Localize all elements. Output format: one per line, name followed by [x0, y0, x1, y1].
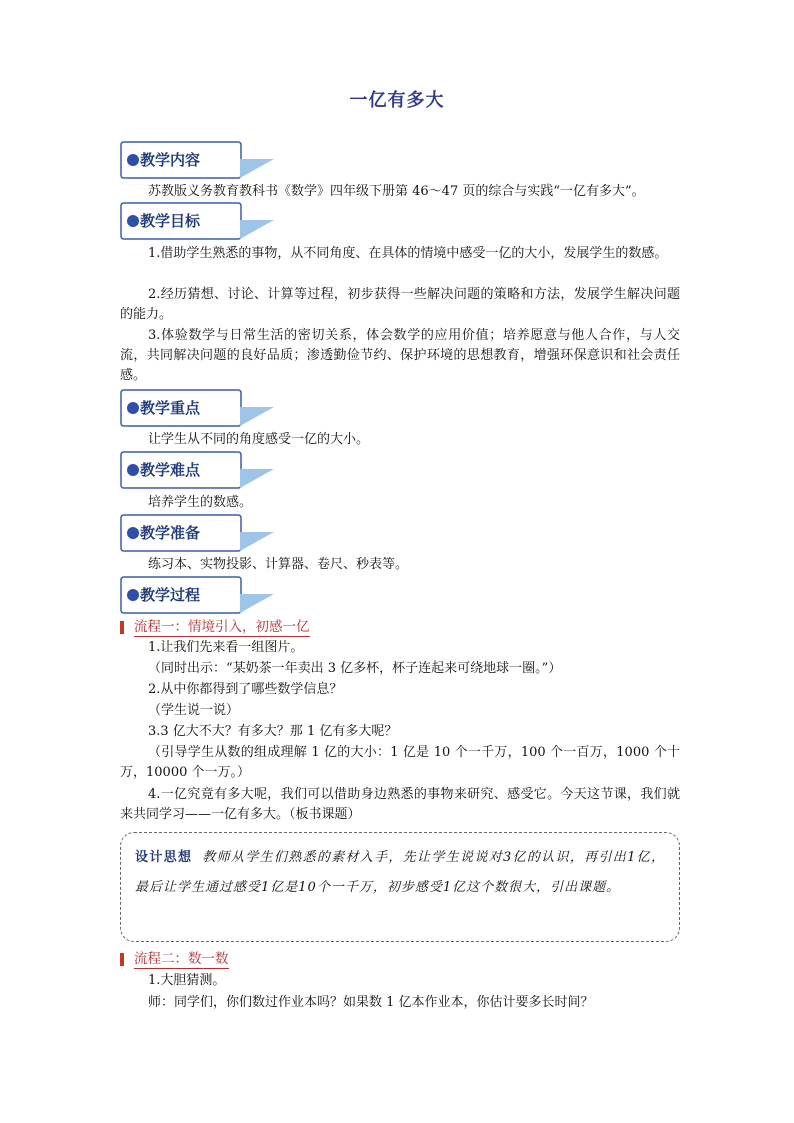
bullet-dot-icon	[127, 154, 139, 166]
design-thought-tag: 设计思想	[135, 850, 193, 865]
flow1-line-4: （学生说一说）	[148, 703, 240, 718]
bullet-dot-icon	[127, 402, 139, 414]
goal-item-3: 3.体验数学与日常生活的密切关系，体会数学的应用价值；培养愿意与他人合作，与人交流，共同解决问题的良好品质；渗透勤俭节约、保护环境的思想教育，增强环保意识和社会责任感。	[120, 328, 680, 383]
section-header-key-points: 教学重点	[120, 389, 275, 427]
difficulties-text: 培养学生的数感。	[148, 495, 253, 510]
bullet-dot-icon	[127, 589, 139, 601]
flow2-line-2: 师：同学们，你们数过作业本吗？如果数 1 亿本作业本，你估计要多长时间？	[148, 995, 594, 1010]
flow-marker-icon	[120, 953, 124, 966]
flow1-line-7: 4.一亿究竟有多大呢，我们可以借助身边熟悉的事物来研究、感受它。今天这节课，我们就来共同学习——一亿有多大。（板书课题）	[120, 787, 680, 822]
section-header-process: 教学过程	[120, 576, 275, 614]
goal-item-2: 2.经历猜想、讨论、计算等过程，初步获得一些解决问题的策略和方法，发展学生解决问题的能力。	[120, 287, 680, 322]
flow1-line-3: 2.从中你都得到了哪些数学信息？	[148, 682, 343, 697]
flow1-line-5: 3.3 亿大不大？有多大？那 1 亿有多大呢？	[148, 724, 398, 739]
bullet-dot-icon	[127, 527, 139, 539]
design-thought-text: 教师从学生们熟悉的素材入手，先让学生说说对3亿的认识，再引出1亿，最后让学生通过感受1亿是10个一千万，初步感受1亿这个数很大，引出课题。	[135, 850, 665, 895]
flow2-line-1: 1.大胆猜测。	[148, 973, 226, 988]
section-header-difficulties: 教学难点	[120, 451, 275, 489]
preparation-text: 练习本、实物投影、计算器、卷尺、秒表等。	[148, 557, 409, 572]
key-points-text: 让学生从不同的角度感受一亿的大小。	[148, 432, 370, 447]
page-title: 一亿有多大	[349, 90, 445, 111]
design-thought-box	[120, 832, 680, 942]
goal-item-1: 1.借助学生熟悉的事物，从不同角度、在具体的情境中感受一亿的大小，发展学生的数感。	[148, 246, 668, 261]
section-header-goals: 教学目标	[120, 202, 275, 240]
section-header-content: 教学内容	[120, 141, 275, 179]
flow1-line-6: （引导学生从数的组成理解 1 亿的大小：1 亿是 10 个一千万，100 个一百万，1000 个十万，10000 个一万。）	[120, 745, 680, 780]
flow-marker-icon	[120, 621, 124, 634]
design-thought-content	[135, 843, 665, 903]
flow1-line-2: （同时出示：“某奶茶一年卖出 3 亿多杯，杯子连起来可绕地球一圈。”）	[148, 661, 562, 676]
section-header-preparation: 教学准备	[120, 514, 275, 552]
bullet-dot-icon	[127, 215, 139, 227]
bullet-dot-icon	[127, 464, 139, 476]
flow1-line-1: 1.让我们先来看一组图片。	[148, 640, 304, 655]
content-text: 苏教版义务教育教科书《数学》四年级下册第 46～47 页的综合与实践“一亿有多大”。	[148, 184, 645, 199]
